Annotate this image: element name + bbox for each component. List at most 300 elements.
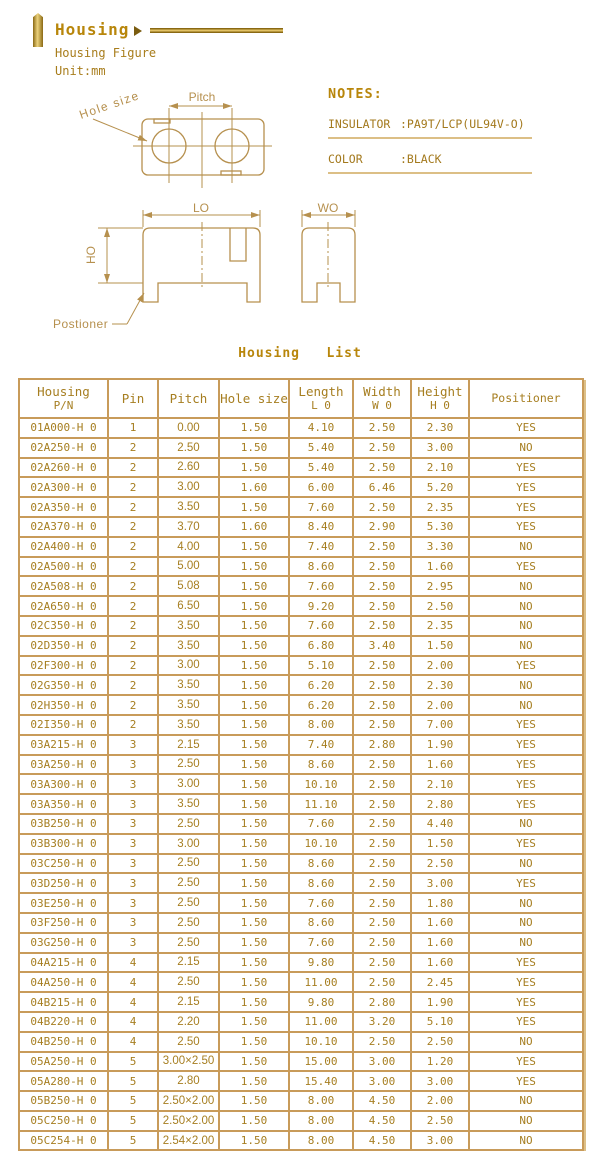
table-row — [19, 794, 583, 814]
table-cell: 10.10 — [289, 1032, 353, 1052]
table-cell: 8.60 — [289, 854, 353, 874]
table-row — [19, 933, 583, 953]
table-cell: 1.50 — [219, 1071, 289, 1091]
table-cell: 4.40 — [411, 814, 469, 834]
table-cell: 1.80 — [411, 893, 469, 913]
table-cell: 3.00 — [411, 438, 469, 458]
table-row — [19, 675, 583, 695]
table-cell: 5.30 — [411, 517, 469, 537]
table-row — [19, 497, 583, 517]
positioner-label: Postioner — [53, 317, 109, 331]
table-cell: 1.50 — [219, 596, 289, 616]
table-cell: 3 — [108, 933, 158, 953]
table-row — [19, 755, 583, 775]
table-cell: 1.50 — [219, 715, 289, 735]
table-cell: 05C250-H 0 — [19, 1111, 108, 1131]
table-cell: 03D250-H 0 — [19, 873, 108, 893]
table-cell: NO — [469, 576, 583, 596]
table-cell: 02A500-H 0 — [19, 557, 108, 577]
table-cell: 2.30 — [411, 675, 469, 695]
table-cell: 1.50 — [219, 458, 289, 478]
table-cell: 2.50 — [353, 814, 411, 834]
triangle-right-icon — [134, 26, 142, 36]
table-cell: 1.50 — [219, 933, 289, 953]
table-cell: NO — [469, 695, 583, 715]
table-cell: 8.40 — [289, 517, 353, 537]
table-cell: NO — [469, 893, 583, 913]
table-cell: NO — [469, 1032, 583, 1052]
table-cell: 1.20 — [411, 1052, 469, 1072]
table-cell: 04B250-H 0 — [19, 1032, 108, 1052]
table-cell: 02A350-H 0 — [19, 497, 108, 517]
table-cell: 9.80 — [289, 992, 353, 1012]
table-cell: 2.50 — [158, 755, 219, 775]
table-cell: 2.50 — [353, 596, 411, 616]
table-cell: 2.80 — [353, 735, 411, 755]
table-cell: 2.00 — [411, 695, 469, 715]
table-cell: 2.50 — [353, 656, 411, 676]
table-cell: 2.35 — [411, 616, 469, 636]
note-value: :PA9T/LCP(UL94V-O) — [400, 117, 525, 131]
table-cell: YES — [469, 656, 583, 676]
table-cell: YES — [469, 992, 583, 1012]
table-cell: 3 — [108, 755, 158, 775]
table-cell: 03A250-H 0 — [19, 755, 108, 775]
table-cell: 3.50 — [158, 636, 219, 656]
table-row — [19, 814, 583, 834]
table-cell: YES — [469, 755, 583, 775]
table-cell: 2 — [108, 616, 158, 636]
table-cell: 2.50 — [158, 913, 219, 933]
table-cell: 2.50 — [353, 557, 411, 577]
table-cell: 2.00 — [411, 656, 469, 676]
table-cell: 2 — [108, 576, 158, 596]
table-cell: 2.80 — [353, 992, 411, 1012]
table-cell: 02I350-H 0 — [19, 715, 108, 735]
table-cell: 5 — [108, 1111, 158, 1131]
hole-size-label: Hole size — [77, 88, 142, 122]
table-cell: 5.10 — [289, 656, 353, 676]
table-cell: 2.50 — [353, 893, 411, 913]
table-cell: 02D350-H 0 — [19, 636, 108, 656]
table-cell: 2.50 — [353, 438, 411, 458]
table-cell: 2.50 — [353, 537, 411, 557]
table-cell: 4 — [108, 972, 158, 992]
table-cell: 05C254-H 0 — [19, 1131, 108, 1151]
table-cell: 2.50 — [353, 755, 411, 775]
table-cell: 1.50 — [411, 636, 469, 656]
table-cell: 1.50 — [219, 794, 289, 814]
table-cell: 2.80 — [411, 794, 469, 814]
table-cell: 1.50 — [219, 1012, 289, 1032]
table-cell: 1.90 — [411, 735, 469, 755]
table-cell: 1.50 — [219, 913, 289, 933]
table-cell: 2.50 — [353, 675, 411, 695]
table-cell: 03G250-H 0 — [19, 933, 108, 953]
table-cell: 02A370-H 0 — [19, 517, 108, 537]
table-cell: 1.50 — [219, 616, 289, 636]
table-cell: 2.50 — [158, 972, 219, 992]
table-cell: 1.50 — [219, 774, 289, 794]
table-row — [19, 715, 583, 735]
table-cell: 02A260-H 0 — [19, 458, 108, 478]
table-cell: 2.50 — [353, 794, 411, 814]
table-cell: YES — [469, 972, 583, 992]
table-cell: YES — [469, 1071, 583, 1091]
table-cell: 2.50 — [353, 774, 411, 794]
table-cell: YES — [469, 517, 583, 537]
table-cell: 3.20 — [353, 1012, 411, 1032]
table-cell: 2.50 — [411, 854, 469, 874]
table-cell: 2.50 — [353, 854, 411, 874]
table-cell: 2 — [108, 596, 158, 616]
table-cell: NO — [469, 537, 583, 557]
table-cell: 2.50 — [158, 933, 219, 953]
table-cell: 3.30 — [411, 537, 469, 557]
table-cell: 3.50 — [158, 675, 219, 695]
table-cell: 8.60 — [289, 557, 353, 577]
table-cell: YES — [469, 735, 583, 755]
table-cell: 5.10 — [411, 1012, 469, 1032]
table-cell: 1.50 — [219, 537, 289, 557]
table-cell: 11.00 — [289, 972, 353, 992]
table-cell: 01A000-H 0 — [19, 418, 108, 438]
table-cell: 2 — [108, 477, 158, 497]
table-cell: 3.00 — [158, 834, 219, 854]
table-cell: 2.50×2.00 — [158, 1091, 219, 1111]
table-title: Housing List — [238, 346, 362, 361]
table-cell: 02H350-H 0 — [19, 695, 108, 715]
table-cell: 8.00 — [289, 1111, 353, 1131]
table-cell: 05A250-H 0 — [19, 1052, 108, 1072]
table-row — [19, 458, 583, 478]
table-cell: 2 — [108, 458, 158, 478]
table-cell: 2.50 — [353, 616, 411, 636]
table-row — [19, 873, 583, 893]
table-cell: 4 — [108, 1012, 158, 1032]
table-cell: 3 — [108, 834, 158, 854]
table-cell: 7.60 — [289, 893, 353, 913]
table-cell: 5.20 — [411, 477, 469, 497]
table-cell: 9.20 — [289, 596, 353, 616]
table-row — [19, 438, 583, 458]
table-cell: 2.50 — [158, 814, 219, 834]
table-cell: 1.50 — [219, 438, 289, 458]
table-cell: 03A300-H 0 — [19, 774, 108, 794]
table-cell: YES — [469, 497, 583, 517]
table-cell: 1.50 — [219, 953, 289, 973]
table-cell: 2.50 — [353, 933, 411, 953]
table-row — [19, 517, 583, 537]
table-cell: 2.50 — [353, 497, 411, 517]
table-cell: 10.10 — [289, 834, 353, 854]
table-cell: 11.00 — [289, 1012, 353, 1032]
column-header: Positioner — [469, 379, 583, 418]
table-cell: 1.50 — [219, 497, 289, 517]
table-cell: 7.00 — [411, 715, 469, 735]
note-row-insulator — [328, 117, 532, 139]
table-cell: YES — [469, 834, 583, 854]
figure-label: Housing Figure — [55, 46, 157, 60]
table-cell: NO — [469, 675, 583, 695]
table-cell: NO — [469, 1131, 583, 1151]
table-cell: 6.00 — [289, 477, 353, 497]
table-row — [19, 616, 583, 636]
table-row — [19, 953, 583, 973]
table-cell: YES — [469, 715, 583, 735]
table-cell: 02F300-H 0 — [19, 656, 108, 676]
column-header: Hole size — [219, 379, 289, 418]
table-row — [19, 834, 583, 854]
front-side-view-drawing — [45, 200, 370, 340]
table-cell: 2.45 — [411, 972, 469, 992]
table-cell: 3.00 — [411, 1131, 469, 1151]
table-cell: 7.60 — [289, 933, 353, 953]
table-cell: 1.50 — [219, 418, 289, 438]
table-cell: 02A508-H 0 — [19, 576, 108, 596]
table-cell: YES — [469, 477, 583, 497]
table-cell: 1.50 — [219, 854, 289, 874]
table-cell: 3.50 — [158, 616, 219, 636]
table-cell: 04B215-H 0 — [19, 992, 108, 1012]
table-cell: NO — [469, 1091, 583, 1111]
table-row — [19, 854, 583, 874]
table-row — [19, 1111, 583, 1131]
table-cell: 1.60 — [411, 953, 469, 973]
table-cell: 5.00 — [158, 557, 219, 577]
table-row — [19, 1091, 583, 1111]
table-cell: 2.50 — [158, 893, 219, 913]
table-cell: 11.10 — [289, 794, 353, 814]
table-cell: 1.50 — [219, 834, 289, 854]
table-cell: 1.60 — [411, 913, 469, 933]
table-cell: 2.15 — [158, 735, 219, 755]
unit-label: Unit:mm — [55, 64, 106, 78]
table-cell: 1.60 — [411, 557, 469, 577]
table-cell: 3.00 — [158, 774, 219, 794]
table-cell: 3.00×2.50 — [158, 1052, 219, 1072]
table-cell: 7.40 — [289, 537, 353, 557]
table-cell: YES — [469, 873, 583, 893]
table-cell: 1.50 — [219, 675, 289, 695]
table-cell: 3 — [108, 854, 158, 874]
table-cell: 15.00 — [289, 1052, 353, 1072]
table-cell: 2.50 — [353, 913, 411, 933]
pitch-label: Pitch — [188, 90, 216, 104]
table-cell: 3.50 — [158, 695, 219, 715]
table-cell: 8.60 — [289, 913, 353, 933]
table-cell: 3.70 — [158, 517, 219, 537]
table-cell: 8.00 — [289, 715, 353, 735]
table-cell: 4 — [108, 1032, 158, 1052]
table-cell: 1.50 — [219, 576, 289, 596]
table-cell: 1.60 — [219, 477, 289, 497]
table-cell: 6.20 — [289, 675, 353, 695]
table-row — [19, 972, 583, 992]
table-cell: 3 — [108, 893, 158, 913]
table-cell: 2.50×2.00 — [158, 1111, 219, 1131]
column-header: Height H 0 — [411, 379, 469, 418]
table-cell: 03B300-H 0 — [19, 834, 108, 854]
table-cell: 4.00 — [158, 537, 219, 557]
table-cell: 4.10 — [289, 418, 353, 438]
table-cell: YES — [469, 1012, 583, 1032]
table-cell: 2.50 — [353, 576, 411, 596]
table-cell: 5.40 — [289, 458, 353, 478]
table-cell: 2 — [108, 656, 158, 676]
table-cell: 5.08 — [158, 576, 219, 596]
table-cell: 02G350-H 0 — [19, 675, 108, 695]
table-cell: YES — [469, 794, 583, 814]
table-cell: 7.60 — [289, 497, 353, 517]
table-cell: 05B250-H 0 — [19, 1091, 108, 1111]
table-cell: 2 — [108, 517, 158, 537]
table-cell: 2.30 — [411, 418, 469, 438]
table-cell: 02C350-H 0 — [19, 616, 108, 636]
table-cell: NO — [469, 933, 583, 953]
table-cell: YES — [469, 458, 583, 478]
page-title: Housing — [55, 20, 130, 39]
notes-panel — [328, 86, 532, 187]
table-cell: 2.50 — [353, 1032, 411, 1052]
table-cell: 2.50 — [353, 695, 411, 715]
table-cell: 2.50 — [158, 438, 219, 458]
column-header: Pin — [108, 379, 158, 418]
table-cell: 7.60 — [289, 576, 353, 596]
table-cell: 8.00 — [289, 1131, 353, 1151]
section-bullet-icon — [33, 13, 43, 47]
header-rule — [150, 28, 283, 33]
height-dim-label: HO — [84, 246, 98, 264]
table-cell: 1.50 — [219, 1052, 289, 1072]
table-cell: 3.00 — [353, 1052, 411, 1072]
table-cell: 2.95 — [411, 576, 469, 596]
table-cell: 2.50 — [158, 854, 219, 874]
table-cell: 2.60 — [158, 458, 219, 478]
table-row — [19, 537, 583, 557]
table-cell: 2 — [108, 675, 158, 695]
table-cell: 3 — [108, 774, 158, 794]
table-cell: 3.00 — [411, 1071, 469, 1091]
table-cell: 6.80 — [289, 636, 353, 656]
column-header: Housing P/N — [19, 379, 108, 418]
table-cell: 02A300-H 0 — [19, 477, 108, 497]
table-cell: YES — [469, 774, 583, 794]
table-row — [19, 636, 583, 656]
table-row — [19, 992, 583, 1012]
table-cell: YES — [469, 953, 583, 973]
table-cell: 2.20 — [158, 1012, 219, 1032]
table-cell: 4 — [108, 992, 158, 1012]
note-label: COLOR — [328, 152, 363, 166]
table-cell: 1 — [108, 418, 158, 438]
top-view-drawing — [75, 85, 290, 195]
table-cell: 4.50 — [353, 1091, 411, 1111]
width-dim-label: WO — [317, 201, 339, 215]
table-cell: YES — [469, 418, 583, 438]
table-cell: 3 — [108, 913, 158, 933]
table-cell: 2.50 — [411, 596, 469, 616]
table-cell: 8.60 — [289, 873, 353, 893]
table-cell: YES — [469, 1052, 583, 1072]
table-row — [19, 695, 583, 715]
table-cell: 3.40 — [353, 636, 411, 656]
table-row — [19, 477, 583, 497]
table-cell: 04B220-H 0 — [19, 1012, 108, 1032]
header-row — [19, 379, 583, 418]
table-cell: 6.50 — [158, 596, 219, 616]
table-cell: 03A350-H 0 — [19, 794, 108, 814]
table-cell: 1.50 — [219, 636, 289, 656]
table-cell: 1.50 — [219, 972, 289, 992]
table-cell: 2.10 — [411, 458, 469, 478]
table-cell: 4.50 — [353, 1131, 411, 1151]
table-cell: 1.50 — [411, 834, 469, 854]
table-cell: 04A215-H 0 — [19, 953, 108, 973]
table-cell: 1.50 — [219, 1131, 289, 1151]
table-cell: 2.15 — [158, 992, 219, 1012]
table-cell: 1.50 — [219, 695, 289, 715]
table-row — [19, 774, 583, 794]
table-cell: 2.50 — [411, 1032, 469, 1052]
table-cell: 6.46 — [353, 477, 411, 497]
table-cell: 2.90 — [353, 517, 411, 537]
table-cell: 7.40 — [289, 735, 353, 755]
table-cell: 1.50 — [219, 735, 289, 755]
table-cell: 3 — [108, 814, 158, 834]
table-cell: 5.40 — [289, 438, 353, 458]
table-cell: 2.10 — [411, 774, 469, 794]
table-row — [19, 557, 583, 577]
table-row — [19, 1071, 583, 1091]
table-row — [19, 1032, 583, 1052]
table-cell: 2.50 — [353, 418, 411, 438]
table-cell: YES — [469, 557, 583, 577]
table-cell: 1.60 — [219, 517, 289, 537]
table-cell: 02A250-H 0 — [19, 438, 108, 458]
table-cell: 3.00 — [353, 1071, 411, 1091]
table-cell: 3.50 — [158, 497, 219, 517]
table-cell: 5 — [108, 1091, 158, 1111]
table-cell: 1.60 — [411, 933, 469, 953]
table-cell: 9.80 — [289, 953, 353, 973]
table-cell: 2 — [108, 438, 158, 458]
table-cell: 2.00 — [411, 1091, 469, 1111]
table-cell: 2.50 — [353, 873, 411, 893]
table-cell: 04A250-H 0 — [19, 972, 108, 992]
table-cell: 1.50 — [219, 893, 289, 913]
table-cell: 6.20 — [289, 695, 353, 715]
table-cell: 1.50 — [219, 1091, 289, 1111]
table-cell: 8.00 — [289, 1091, 353, 1111]
table-cell: 2.50 — [353, 458, 411, 478]
column-header: Pitch — [158, 379, 219, 418]
table-cell: 5 — [108, 1131, 158, 1151]
table-row — [19, 893, 583, 913]
column-header: Length L 0 — [289, 379, 353, 418]
table-cell: 02A650-H 0 — [19, 596, 108, 616]
table-cell: 8.60 — [289, 755, 353, 775]
table-row — [19, 576, 583, 596]
table-row — [19, 1012, 583, 1032]
table-cell: 1.50 — [219, 557, 289, 577]
table-cell: 1.50 — [219, 1032, 289, 1052]
table-cell: NO — [469, 913, 583, 933]
table-cell: 3.00 — [158, 477, 219, 497]
note-row-color — [328, 152, 532, 174]
table-cell: 2.35 — [411, 497, 469, 517]
table-cell: 1.50 — [219, 755, 289, 775]
